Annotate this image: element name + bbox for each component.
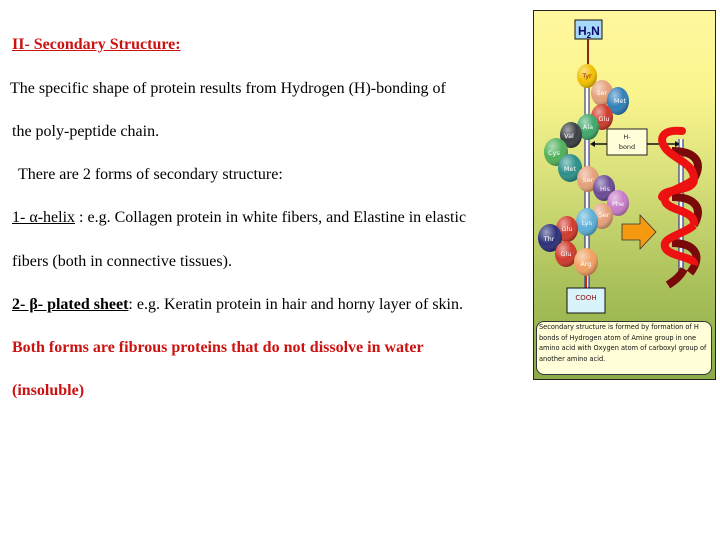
c-terminus-box	[567, 288, 605, 313]
svg-text:Val: Val	[564, 132, 574, 140]
amino-acid-glu-3	[555, 241, 577, 267]
forms-intro: There are 2 forms of secondary structure:	[18, 166, 283, 183]
beta-sheet-label: 2- β- plated sheet	[12, 296, 129, 313]
intro-line-1: The specific shape of protein results from Hydrogen (H)-bonding of	[10, 80, 446, 97]
c-terminus-label: COOH	[575, 294, 597, 302]
beta-sheet-text: : e.g. Keratin protein in hair and horny layer of skin.	[128, 296, 463, 313]
svg-text:Cys: Cys	[548, 149, 560, 157]
note-line-2: (insoluble)	[12, 382, 85, 399]
svg-text:Tyr: Tyr	[582, 72, 592, 80]
svg-text:Arg: Arg	[580, 260, 592, 268]
svg-text:Met: Met	[613, 97, 627, 105]
svg-text:Glu: Glu	[598, 115, 610, 123]
svg-text:Ser: Ser	[596, 89, 608, 97]
svg-text:Ala: Ala	[582, 123, 594, 131]
hbond-label-1: H-	[623, 133, 631, 141]
figure-caption: Secondary structure is formed by formation of H bonds of Hydrogen atom of Amine group in one amino acid with Oxygen atom of carboxyl group of another amino acid.	[536, 321, 712, 375]
svg-text:Ser: Ser	[598, 211, 610, 219]
svg-text:Met: Met	[563, 165, 577, 173]
alpha-helix-figure	[533, 10, 716, 380]
form1-line-2: fibers (both in connective tissues).	[12, 253, 232, 270]
hbond-label-2: bond	[618, 143, 636, 151]
intro-line-2: the poly-peptide chain.	[12, 123, 160, 140]
alpha-helix-label: 1- α-helix	[12, 209, 76, 226]
form2-line	[12, 296, 463, 314]
svg-text:Glu: Glu	[560, 250, 572, 258]
svg-text:Thr: Thr	[543, 235, 555, 243]
amino-acid-lys	[576, 208, 598, 236]
svg-text:Lys: Lys	[581, 219, 593, 227]
section-heading: II- Secondary Structure:	[12, 36, 181, 53]
svg-text:Phe: Phe	[611, 200, 625, 208]
n-terminus-box	[575, 20, 602, 40]
svg-text:His: His	[599, 185, 611, 193]
amino-acid-chain	[538, 64, 629, 276]
n-terminus-label: $H_2N$	[578, 24, 600, 40]
amino-acid-arg	[574, 248, 598, 276]
transform-arrow-icon	[622, 215, 656, 249]
svg-text:Glu: Glu	[561, 225, 573, 233]
alpha-helix-text: : e.g. Collagen protein in white fibers, and Elastine in elastic	[75, 209, 467, 226]
svg-text:Ser: Ser	[582, 176, 594, 184]
form1-line-1	[12, 209, 466, 227]
note-line-1: Both forms are fibrous proteins that do not dissolve in water	[12, 339, 424, 356]
